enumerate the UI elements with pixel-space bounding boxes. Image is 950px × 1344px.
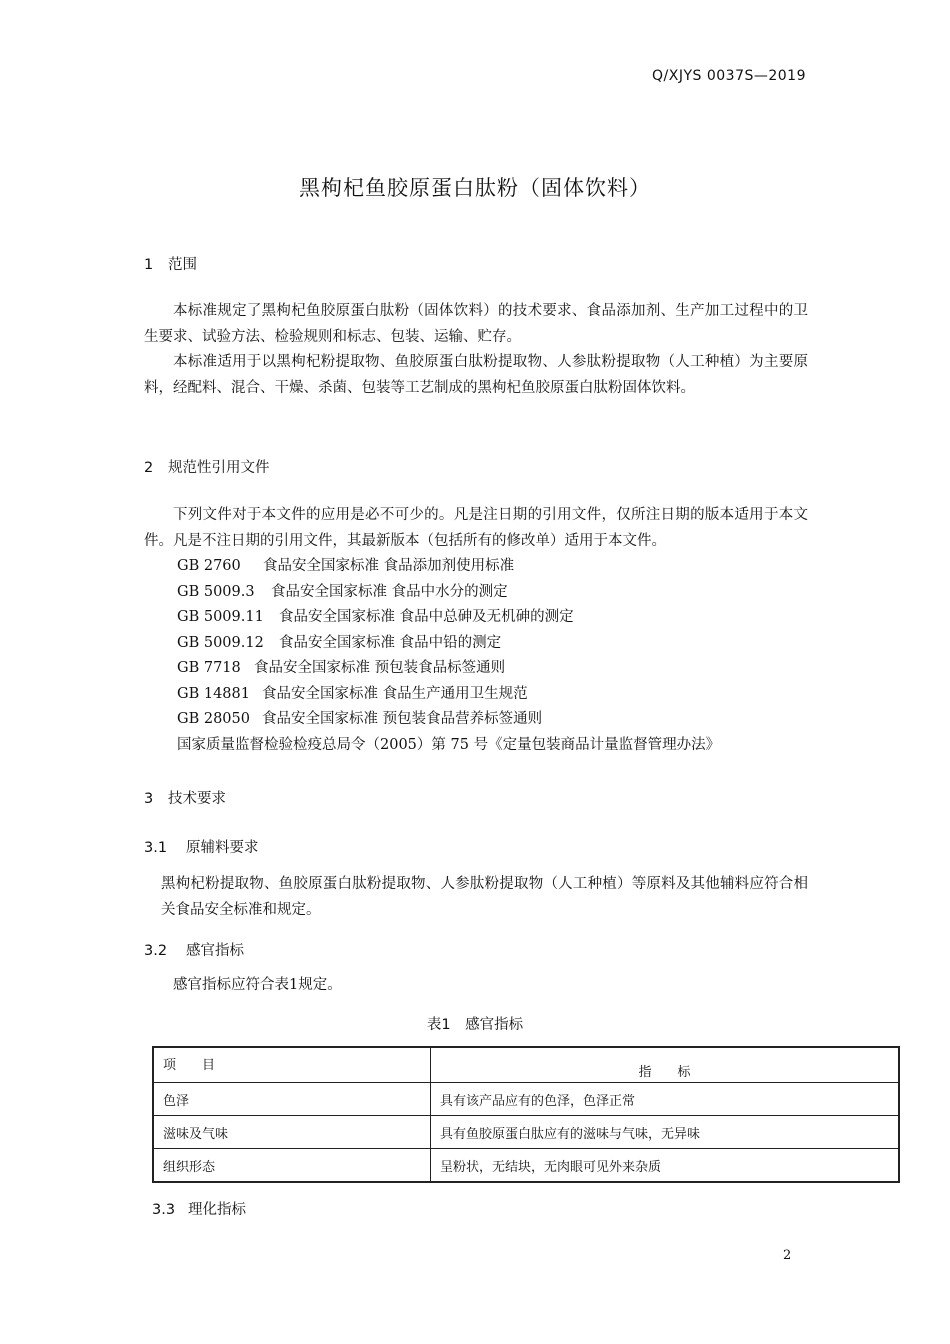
- reference-name: 食品安全国家标准 食品中水分的测定: [271, 584, 508, 600]
- table-cell-value: 具有该产品应有的色泽，色泽正常: [431, 1083, 900, 1116]
- section-1-heading: [144, 253, 197, 274]
- reference-decree: 国家质量监督检验检疫总局令（2005）第 75 号《定量包装商品计量监督管理办法》: [177, 737, 721, 753]
- document-title: 黑枸杞鱼胶原蛋白肽粉（固体饮料）: [299, 176, 651, 200]
- section-number: 3.1: [144, 840, 168, 856]
- reference-item: [177, 580, 508, 606]
- reference-name: 食品安全国家标准 食品中总砷及无机砷的测定: [279, 609, 574, 625]
- reference-name: 食品安全国家标准 食品添加剂使用标准: [263, 558, 515, 574]
- table-header-value: 指 标: [431, 1047, 900, 1083]
- reference-item: [177, 656, 505, 682]
- section-3-1-heading: [144, 836, 259, 857]
- section-2-paragraph-1: 下列文件对于本文件的应用是必不可少的。凡是注日期的引用文件，仅所注日期的版本适用于本文件。凡是不注日期的引用文件，其最新版本（包括所有的修改单）适用于本文件。: [144, 507, 808, 549]
- reference-item: [177, 631, 501, 657]
- document-code: Q/XJYS 0037S—2019: [652, 68, 806, 84]
- table-cell-item: 滋味及气味: [153, 1116, 431, 1149]
- table-header-row: [153, 1047, 899, 1083]
- table-header-item: 项 目: [153, 1047, 431, 1083]
- section-1-paragraph-1: 本标准规定了黑枸杞鱼胶原蛋白肽粉（固体饮料）的技术要求、食品添加剂、生产加工过程中的卫生要求、试验方法、检验规则和标志、包装、运输、贮存。: [144, 303, 808, 345]
- reference-item: [177, 707, 542, 733]
- section-3-3-heading: [152, 1198, 246, 1219]
- table-cell-item: 组织形态: [153, 1149, 431, 1183]
- reference-item: [177, 554, 514, 580]
- reference-name: 食品安全国家标准 食品中铅的测定: [279, 635, 502, 651]
- reference-code: GB 7718: [177, 660, 241, 676]
- section-number: 2: [144, 460, 154, 476]
- table-cell-value: 呈粉状，无结块，无肉眼可见外来杂质: [431, 1149, 900, 1183]
- reference-code: GB 14881: [177, 686, 250, 702]
- table-row: [153, 1116, 899, 1149]
- section-number: 3: [144, 791, 154, 807]
- section-3-heading: [144, 787, 226, 808]
- reference-code: GB 5009.11: [177, 609, 264, 625]
- section-title: 规范性引用文件: [168, 460, 270, 476]
- reference-code: GB 2760: [177, 558, 241, 574]
- reference-name: 食品安全国家标准 食品生产通用卫生规范: [262, 686, 528, 702]
- page-number: 2: [783, 1248, 792, 1263]
- section-title: 范围: [168, 257, 197, 273]
- section-number: 3.2: [144, 943, 168, 959]
- section-title: 技术要求: [168, 791, 226, 807]
- reference-item: [177, 605, 574, 631]
- table-caption: 表1 感官指标: [426, 1017, 524, 1033]
- reference-name: 食品安全国家标准 预包装食品标签通则: [254, 660, 506, 676]
- section-3-2-paragraph: 感官指标应符合表1规定。: [173, 977, 342, 993]
- sensory-table: [152, 1046, 900, 1183]
- section-title: 理化指标: [188, 1202, 246, 1218]
- table-cell-value: 具有鱼胶原蛋白肽应有的滋味与气味，无异味: [431, 1116, 900, 1149]
- table-cell-item: 色泽: [153, 1083, 431, 1116]
- reference-code: GB 5009.12: [177, 635, 264, 651]
- section-title: 原辅料要求: [186, 840, 259, 856]
- section-number: 1: [144, 257, 154, 273]
- reference-name: 食品安全国家标准 预包装食品营养标签通则: [262, 711, 543, 727]
- reference-code: GB 5009.3: [177, 584, 255, 600]
- reference-code: GB 28050: [177, 711, 250, 727]
- reference-item: [177, 682, 528, 708]
- section-1-paragraph-2: 本标准适用于以黑枸杞粉提取物、鱼胶原蛋白肽粉提取物、人参肽粉提取物（人工种植）为主要原料，经配料、混合、干燥、杀菌、包装等工艺制成的黑枸杞鱼胶原蛋白肽粉固体饮料。: [144, 354, 808, 396]
- section-title: 感官指标: [186, 943, 244, 959]
- table-row: [153, 1149, 899, 1183]
- section-3-2-heading: [144, 939, 244, 960]
- section-number: 3.3: [152, 1202, 176, 1218]
- section-3-1-paragraph: 黑枸杞粉提取物、鱼胶原蛋白肽粉提取物、人参肽粉提取物（人工种植）等原料及其他辅料应符合相关食品安全标准和规定。: [161, 876, 808, 918]
- section-2-heading: [144, 456, 270, 477]
- table-row: [153, 1083, 899, 1116]
